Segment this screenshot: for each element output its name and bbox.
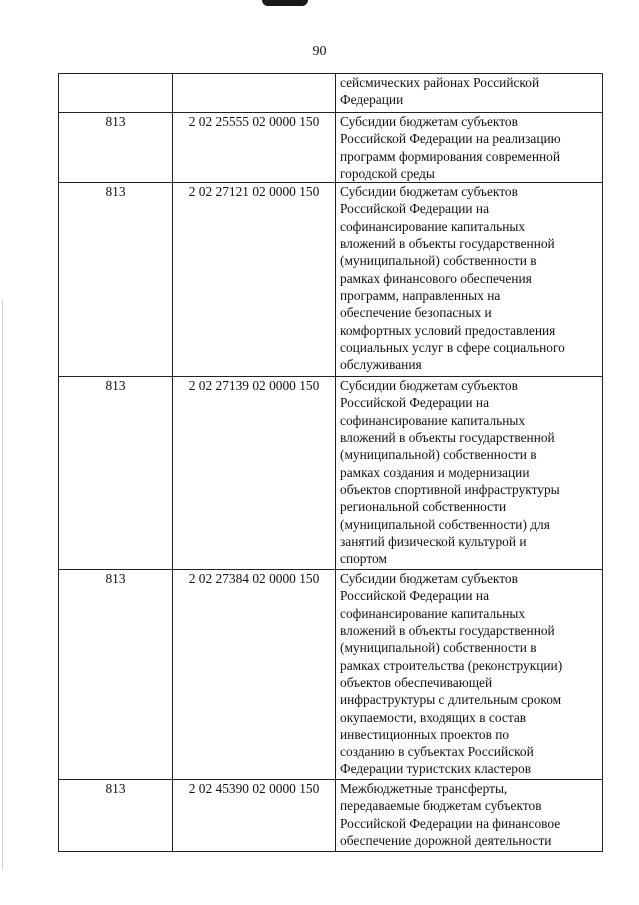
budget-code-cell: 2 02 27384 02 0000 150: [173, 570, 336, 780]
income-name-line: софинансирование капитальных: [340, 218, 526, 234]
income-name-cell: [336, 183, 603, 377]
income-name-line: рамках создания и модернизации: [340, 464, 530, 480]
admin-code-cell: [59, 74, 173, 113]
scan-margin-line: [2, 300, 3, 870]
income-name-line: Российской Федерации на финансовое: [340, 815, 561, 831]
income-name-line: комфортных условий предоставления: [340, 322, 556, 338]
income-name-line: занятий физической культурой и: [340, 533, 527, 549]
income-name-line: Субсидии бюджетам субъектов: [340, 378, 518, 394]
income-name-cell: [336, 377, 603, 570]
table-row: [59, 570, 603, 780]
income-name-line: Российской Федерации на: [340, 395, 490, 411]
table-row: [59, 183, 603, 377]
income-name-line: окупаемости, входящих в состав: [340, 709, 527, 725]
income-name-line: софинансирование капитальных: [340, 605, 526, 621]
income-name-line: инвестиционных проектов по: [340, 726, 510, 742]
admin-code-cell: 813: [59, 377, 173, 570]
income-name-line: Федерации: [340, 92, 404, 108]
admin-code-cell: 813: [59, 780, 173, 852]
admin-code-cell: 813: [59, 570, 173, 780]
income-name-line: Субсидии бюджетам субъектов: [340, 184, 518, 200]
income-name-line: программ формирования современной: [340, 148, 561, 164]
income-name-line: софинансирование капитальных: [340, 412, 526, 428]
income-name-line: инфраструктуры с длительным сроком: [340, 692, 562, 708]
budget-code-cell: 2 02 27139 02 0000 150: [173, 377, 336, 570]
table-row: [59, 377, 603, 570]
table-row: [59, 780, 603, 852]
admin-code-cell: 813: [59, 183, 173, 377]
income-name-line: обслуживания: [340, 357, 422, 373]
income-name-line: вложений в объекты государственной: [340, 236, 555, 252]
income-name-line: Субсидии бюджетам субъектов: [340, 114, 518, 129]
table-row: [59, 113, 603, 183]
budget-classification-table: [58, 73, 603, 852]
income-name-cell: [336, 570, 603, 780]
income-name-line: Российской Федерации на: [340, 201, 490, 217]
income-name-line: (муниципальной) собственности в: [340, 253, 537, 269]
income-name-line: обеспечение безопасных и: [340, 305, 492, 321]
income-name-cell: [336, 780, 603, 852]
income-name-line: вложений в объекты государственной: [340, 430, 555, 446]
income-name-line: (муниципальной) собственности в: [340, 640, 537, 656]
income-name-line: вложений в объекты государственной: [340, 623, 555, 639]
income-name-line: программ, направленных на: [340, 287, 501, 303]
budget-code-cell: 2 02 45390 02 0000 150: [173, 780, 336, 852]
income-name-cell: [336, 113, 603, 183]
income-name-line: Субсидии бюджетам субъектов: [340, 571, 518, 587]
budget-code-cell: [173, 74, 336, 113]
table-row: [59, 74, 603, 113]
admin-code-cell: 813: [59, 113, 173, 183]
income-name-line: передаваемые бюджетам субъектов: [340, 798, 542, 814]
income-name-line: Российской Федерации на реализацию: [340, 131, 561, 147]
income-name-line: обеспечение дорожной деятельности: [340, 833, 552, 849]
income-name-line: объектов спортивной инфраструктуры: [340, 481, 560, 497]
income-name-cell: [336, 74, 603, 113]
income-name-line: созданию в субъектах Российской: [340, 744, 534, 760]
income-name-line: социальных услуг в сфере социального: [340, 339, 565, 355]
income-name-line: спортом: [340, 551, 387, 567]
budget-code-cell: 2 02 27121 02 0000 150: [173, 183, 336, 377]
income-name-line: Российской Федерации на: [340, 588, 490, 604]
income-name-line: сейсмических районах Российской: [340, 75, 540, 90]
budget-code-cell: 2 02 25555 02 0000 150: [173, 113, 336, 183]
scan-artifact: [262, 0, 308, 6]
page-number: 90: [312, 44, 327, 59]
income-name-line: объектов обеспечивающей: [340, 674, 493, 690]
income-name-line: рамках финансового обеспечения: [340, 270, 532, 286]
income-name-line: (муниципальной) собственности в: [340, 447, 537, 463]
income-name-line: городской среды: [340, 165, 435, 181]
income-name-line: Федерации туристских кластеров: [340, 761, 532, 777]
income-name-line: рамках строительства (реконструкции): [340, 657, 563, 673]
income-name-line: региональной собственности: [340, 499, 507, 515]
income-name-line: (муниципальной собственности) для: [340, 516, 550, 532]
income-name-line: Межбюджетные трансферты,: [340, 781, 508, 797]
